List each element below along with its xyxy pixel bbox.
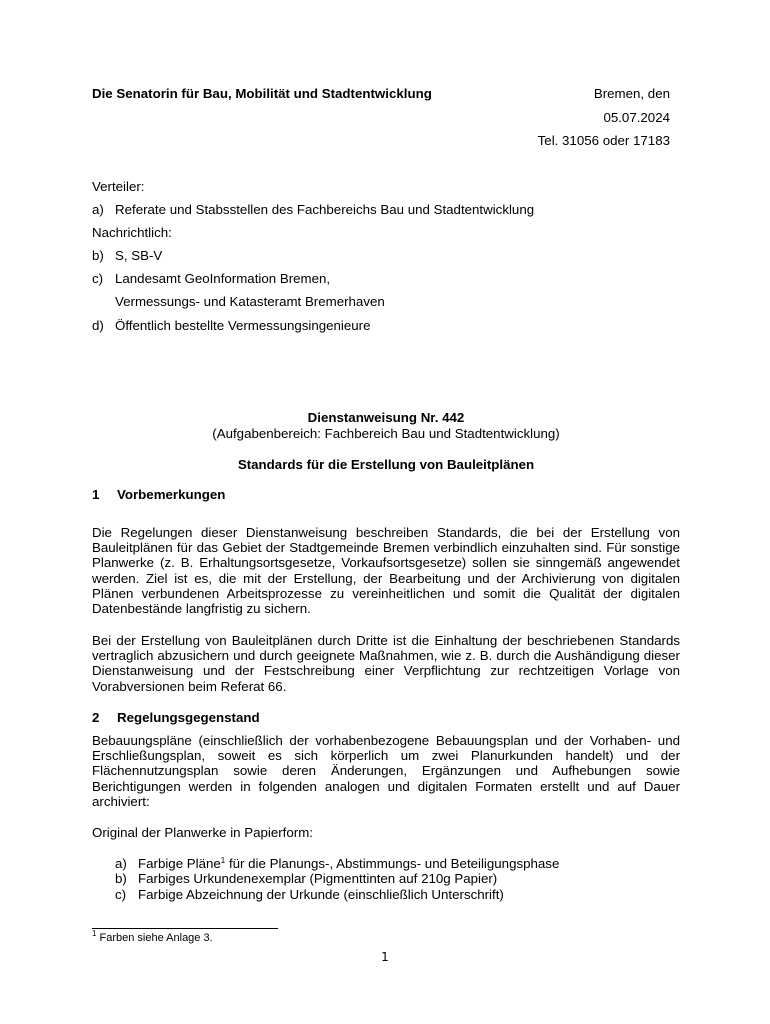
footnote [92,929,213,944]
place: Bremen, den [593,86,670,101]
distribution-title: Verteiler: [92,179,145,194]
footnote-text: Farben siehe Anlage 3. [99,932,213,944]
item-c-line1: Landesamt GeoInformation Bremen, [115,271,331,286]
section2-paragraph1: Bebauungspläne (einschließlich der vorhabenbezogene Bebauungsplan und der Vorhaben- und Erschließungsplan, soweit es sich körperlich um zwei Planurkunden handelt) und der Flächennutzungsplan sowie deren Änderungen, Ergänzungen und Aufhebungen sowie Berichtigungen werden in folgenden analogen und digitalen Formaten erstellt und auf Dauer archiviert: [92,733,680,809]
section1-paragraph1: Die Regelungen dieser Dienstanweisung beschreiben Standards, die bei der Erstellung von Bauleitplänen für das Gebiet der Stadtgemeinde Bremen verbindlich einzuhalten sind. Für sonstige Planwerke (z. B. Erhaltungsortsgesetze, Vorkaufsortsgesetze) sollen sie sinngemäß angewendet werden. Ziel ist es, die mit der Erstellung, der Bearbeitung und der Archivierung von digitalen Plänen verbundenen Arbeitsprozesse zu vereinheitlichen und somit die Qualität der digitalen Datenbestände langfristig zu sichern. [92,525,680,617]
list-item: Farbige Pläne$^1$ für die Planungs-, Abstimmungs- und Beteiligungsphase [138,856,560,871]
section2-number: 2 [92,710,100,725]
section1-number: 1 [92,487,100,502]
list-item-label: b) [115,871,127,886]
footnote-divider [92,928,278,929]
cc-title: Nachrichtlich: [92,225,172,240]
section1-paragraph2: Bei der Erstellung von Bauleitplänen durch Dritte ist die Einhaltung der beschriebenen Standards vertraglich abzusichern und durch geeignete Maßnahmen, wie z. B. durch die Aushändigung dieser Dienstanweisung und der Festschreibung einer Verpflichtung zur rechtzeitigen Vorlage von Vorabversionen beim Referat 66. [92,633,680,694]
footnote-reference: 1 [220,856,226,865]
section1-title: Vorbemerkungen [117,487,226,502]
authority-name: Die Senatorin für Bau, Mobilität und Stadtentwicklung [92,86,432,101]
item-d: Öffentlich bestellte Vermessungsingenieure [115,318,371,333]
footnote-mark: 1 [92,929,97,938]
list-item: Farbige Abzeichnung der Urkunde (einschließlich Unterschrift) [138,887,504,902]
date: 05.07.2024 [603,110,670,125]
list-item-label: c) [115,887,127,902]
phone: Tel. 31056 oder 17183 [537,133,670,148]
doc-title: Dienstanweisung Nr. 442 [307,410,465,425]
doc-heading: Standards für die Erstellung von Bauleitplänen [237,457,535,472]
item-b: S, SB-V [115,248,163,263]
item-a-label: a) [92,202,104,217]
section2-title: Regelungsgegenstand [117,710,260,725]
item-c-line2: Vermessungs- und Katasteramt Bremerhaven [115,294,385,309]
doc-subtitle: (Aufgabenbereich: Fachbereich Bau und Stadtentwicklung) [212,426,560,441]
item-c-label: c) [92,271,104,286]
item-a: Referate und Stabsstellen des Fachbereichs Bau und Stadtentwicklung [115,202,535,217]
section2-paragraph2: Original der Planwerke in Papierform: [92,825,313,840]
item-b-label: b) [92,248,104,263]
list-item-label: a) [115,856,127,871]
list-item: Farbiges Urkundenexemplar (Pigmenttinten auf 210g Papier) [138,871,498,886]
item-d-label: d) [92,318,104,333]
page-number: 1 [381,950,389,964]
